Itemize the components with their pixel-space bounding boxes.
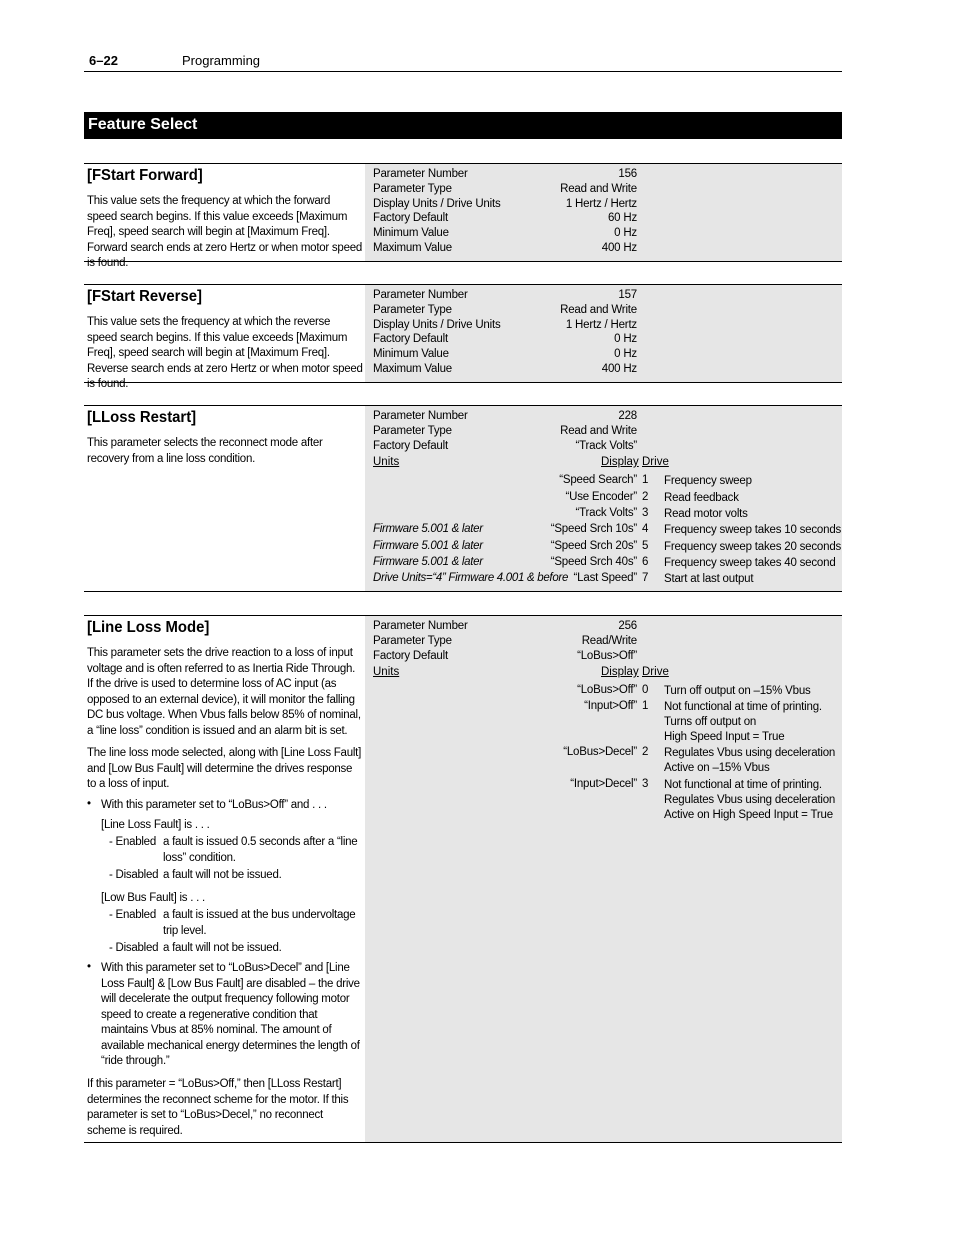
chapter-title: Programming: [182, 53, 261, 68]
param-value: 0 Hz: [614, 227, 637, 240]
para-1: This parameter sets the drive reaction to a loss of input voltage and is often referred to as Inertia Ride Through. If the drive is used to determine loss of AC input (as opposed to an external device), it will monitor the falling DC bus voltage. When Vbus falls below 85% of nominal, a “line loss” condition is issued and an alarm bit is set.: [87, 647, 361, 737]
lbf-disabled-label: - Disabled: [109, 942, 159, 954]
param-value: 1 Hertz / Hertz: [565, 197, 637, 210]
option-drive-value: 4: [642, 523, 649, 535]
option-description: Not functional at time of printing. Turns off output on High Speed Input = True: [664, 701, 822, 743]
param-value: 157: [618, 289, 637, 301]
param-label: Parameter Number: [373, 410, 468, 422]
parameter-panel: [365, 285, 842, 382]
bullet-dot: •: [87, 961, 92, 973]
line-loss-fault-heading: [Line Loss Fault] is . . .: [101, 819, 210, 831]
param-label: Parameter Number: [373, 620, 468, 632]
option-display: “LoBus>Off”: [577, 684, 637, 696]
param-value: Read and Write: [560, 424, 637, 437]
option-display: “Last Speed”: [573, 572, 637, 584]
fstart-reverse-section: [84, 284, 842, 390]
units-header: Units: [373, 666, 400, 678]
units-header: Units: [373, 456, 400, 468]
feature-select-banner: Feature Select: [84, 112, 842, 139]
parameter-panel: [365, 164, 842, 261]
option-display: “Speed Search”: [559, 474, 637, 486]
option-description: Frequency sweep takes 40 second: [664, 557, 836, 569]
section-description: This value sets the frequency at which the reverse speed search begins. If this value exceeds [Maximum Freq], speed search will begin at [Maximum Freq]. Reverse search ends at zero Hertz or when motor speed is found.: [87, 316, 363, 390]
llf-enabled-label: - Enabled: [109, 836, 156, 848]
param-value: 156: [618, 168, 637, 180]
option-note: Firmware 5.001 & later: [373, 556, 483, 568]
param-value: 228: [618, 410, 637, 422]
option-drive-value: 2: [642, 491, 649, 503]
param-label: Parameter Type: [373, 182, 452, 195]
param-label: Factory Default: [373, 649, 448, 662]
param-label: Parameter Type: [373, 303, 452, 316]
param-value: 0 Hz: [614, 348, 637, 361]
option-description: Frequency sweep takes 20 seconds: [664, 541, 842, 553]
param-label: Display Units / Drive Units: [373, 197, 501, 210]
option-drive-value: 7: [642, 572, 649, 584]
option-drive-value: 1: [642, 474, 649, 486]
option-drive-value: 0: [642, 684, 649, 696]
option-description: Not functional at time of printing. Regulates Vbus using deceleration Active on High Speed Input = True: [664, 779, 836, 821]
param-label: Maximum Value: [373, 242, 452, 254]
parameter-panel: [365, 616, 842, 1142]
lbf-disabled-text: a fault will not be issued.: [163, 942, 282, 954]
bullet-2-text: With this parameter set to “LoBus>Decel” and [Line Loss Fault] & [Low Bus Fault] are disabled – the drive will decelerate the output frequency following motor speed to create a regenerative condition that maintains Vbus at 85% nominal. The amount of available mechanical energy determines the length of “ride through.”: [101, 962, 360, 1067]
param-value: “Track Volts”: [575, 439, 637, 452]
option-drive-value: 3: [642, 778, 649, 790]
low-bus-fault-heading: [Low Bus Fault] is . . .: [101, 892, 205, 904]
param-label: Factory Default: [373, 333, 448, 346]
param-label: Minimum Value: [373, 348, 449, 361]
param-label: Maximum Value: [373, 363, 452, 375]
section-description: This value sets the frequency at which the forward speed search begins. If this value exceeds [Maximum Freq], speed search will begin at [Maximum Freq]. Forward search ends at zero Hertz or when motor speed is found.: [87, 195, 363, 269]
option-display: “Speed Srch 40s”: [550, 556, 637, 568]
option-display: “Use Encoder”: [565, 491, 637, 503]
param-value: “LoBus>Off”: [577, 649, 637, 662]
display-header: Display: [601, 666, 639, 678]
drive-header: Drive: [642, 456, 669, 468]
param-label: Factory Default: [373, 439, 448, 452]
option-display: “Track Volts”: [575, 507, 637, 519]
param-value: Read and Write: [560, 303, 637, 316]
option-note: Firmware 5.001 & later: [373, 540, 483, 552]
option-description: Frequency sweep: [664, 475, 752, 487]
option-display: “LoBus>Decel”: [563, 746, 637, 758]
section-description: This parameter selects the reconnect mode after recovery from a line loss condition.: [87, 437, 323, 465]
section-title: [Line Loss Mode]: [87, 619, 210, 636]
section-title: [FStart Reverse]: [87, 288, 202, 305]
param-value: Read and Write: [560, 182, 637, 195]
page-number: 6–22: [89, 53, 118, 68]
option-drive-value: 6: [642, 556, 649, 568]
option-note: Drive Units=“4” Firmware 4.001 & before: [373, 572, 569, 584]
option-description: Frequency sweep takes 10 seconds: [664, 524, 842, 536]
option-drive-value: 1: [642, 700, 649, 712]
para-3: If this parameter = “LoBus>Off,” then [LLoss Restart] determines the reconnect scheme for the motor. If this parameter is set to “LoBus>Decel,” no reconnect scheme is required.: [87, 1078, 349, 1137]
param-value: 400 Hz: [601, 242, 637, 254]
param-label: Minimum Value: [373, 227, 449, 240]
option-description: Regulates Vbus using deceleration Active on –15% Vbus: [664, 747, 836, 774]
parameter-panel: [365, 406, 842, 591]
lbf-enabled-text: a fault is issued at the bus undervoltage trip level.: [163, 909, 356, 937]
line-loss-mode-section: [84, 615, 842, 1143]
param-value: 400 Hz: [601, 363, 637, 375]
option-display: “Speed Srch 20s”: [550, 540, 637, 552]
option-display: “Input>Decel”: [570, 778, 637, 790]
option-drive-value: 2: [642, 746, 649, 758]
option-description: Turn off output on –15% Vbus: [664, 685, 811, 697]
param-value: 1 Hertz / Hertz: [565, 318, 637, 331]
bullet-dot: •: [87, 798, 92, 810]
option-display: “Speed Srch 10s”: [550, 523, 637, 535]
option-description: Read feedback: [664, 492, 739, 504]
param-label: Parameter Number: [373, 168, 468, 180]
param-value: 0 Hz: [614, 333, 637, 346]
fstart-forward-section: [84, 163, 842, 269]
llf-disabled-text: a fault will not be issued.: [163, 869, 282, 881]
param-label: Display Units / Drive Units: [373, 318, 501, 331]
param-label: Parameter Number: [373, 289, 468, 301]
option-description: Read motor volts: [664, 508, 748, 520]
display-header: Display: [601, 456, 639, 468]
lbf-enabled-label: - Enabled: [109, 909, 156, 921]
option-drive-value: 5: [642, 540, 649, 552]
param-value: 256: [618, 620, 637, 632]
llf-disabled-label: - Disabled: [109, 869, 159, 881]
param-label: Parameter Type: [373, 424, 452, 437]
option-description: Start at last output: [664, 573, 754, 585]
section-title: [FStart Forward]: [87, 167, 203, 184]
lloss-restart-section: [84, 405, 842, 592]
param-value: 60 Hz: [607, 212, 637, 225]
option-display: “Input>Off”: [584, 700, 637, 712]
drive-header: Drive: [642, 666, 669, 678]
bullet-1-text: With this parameter set to “LoBus>Off” and . . .: [101, 799, 327, 811]
para-2: The line loss mode selected, along with [Line Loss Fault] and [Low Bus Fault] will determine the drives response to a loss of input.: [87, 747, 362, 790]
llf-enabled-text: a fault is issued 0.5 seconds after a “line loss” condition.: [163, 836, 358, 864]
param-label: Parameter Type: [373, 634, 452, 647]
section-title: [LLoss Restart]: [87, 409, 197, 426]
option-note: Firmware 5.001 & later: [373, 523, 483, 535]
param-label: Factory Default: [373, 212, 448, 225]
param-value: Read/Write: [581, 634, 637, 647]
option-drive-value: 3: [642, 507, 649, 519]
header-rule: [84, 71, 842, 72]
